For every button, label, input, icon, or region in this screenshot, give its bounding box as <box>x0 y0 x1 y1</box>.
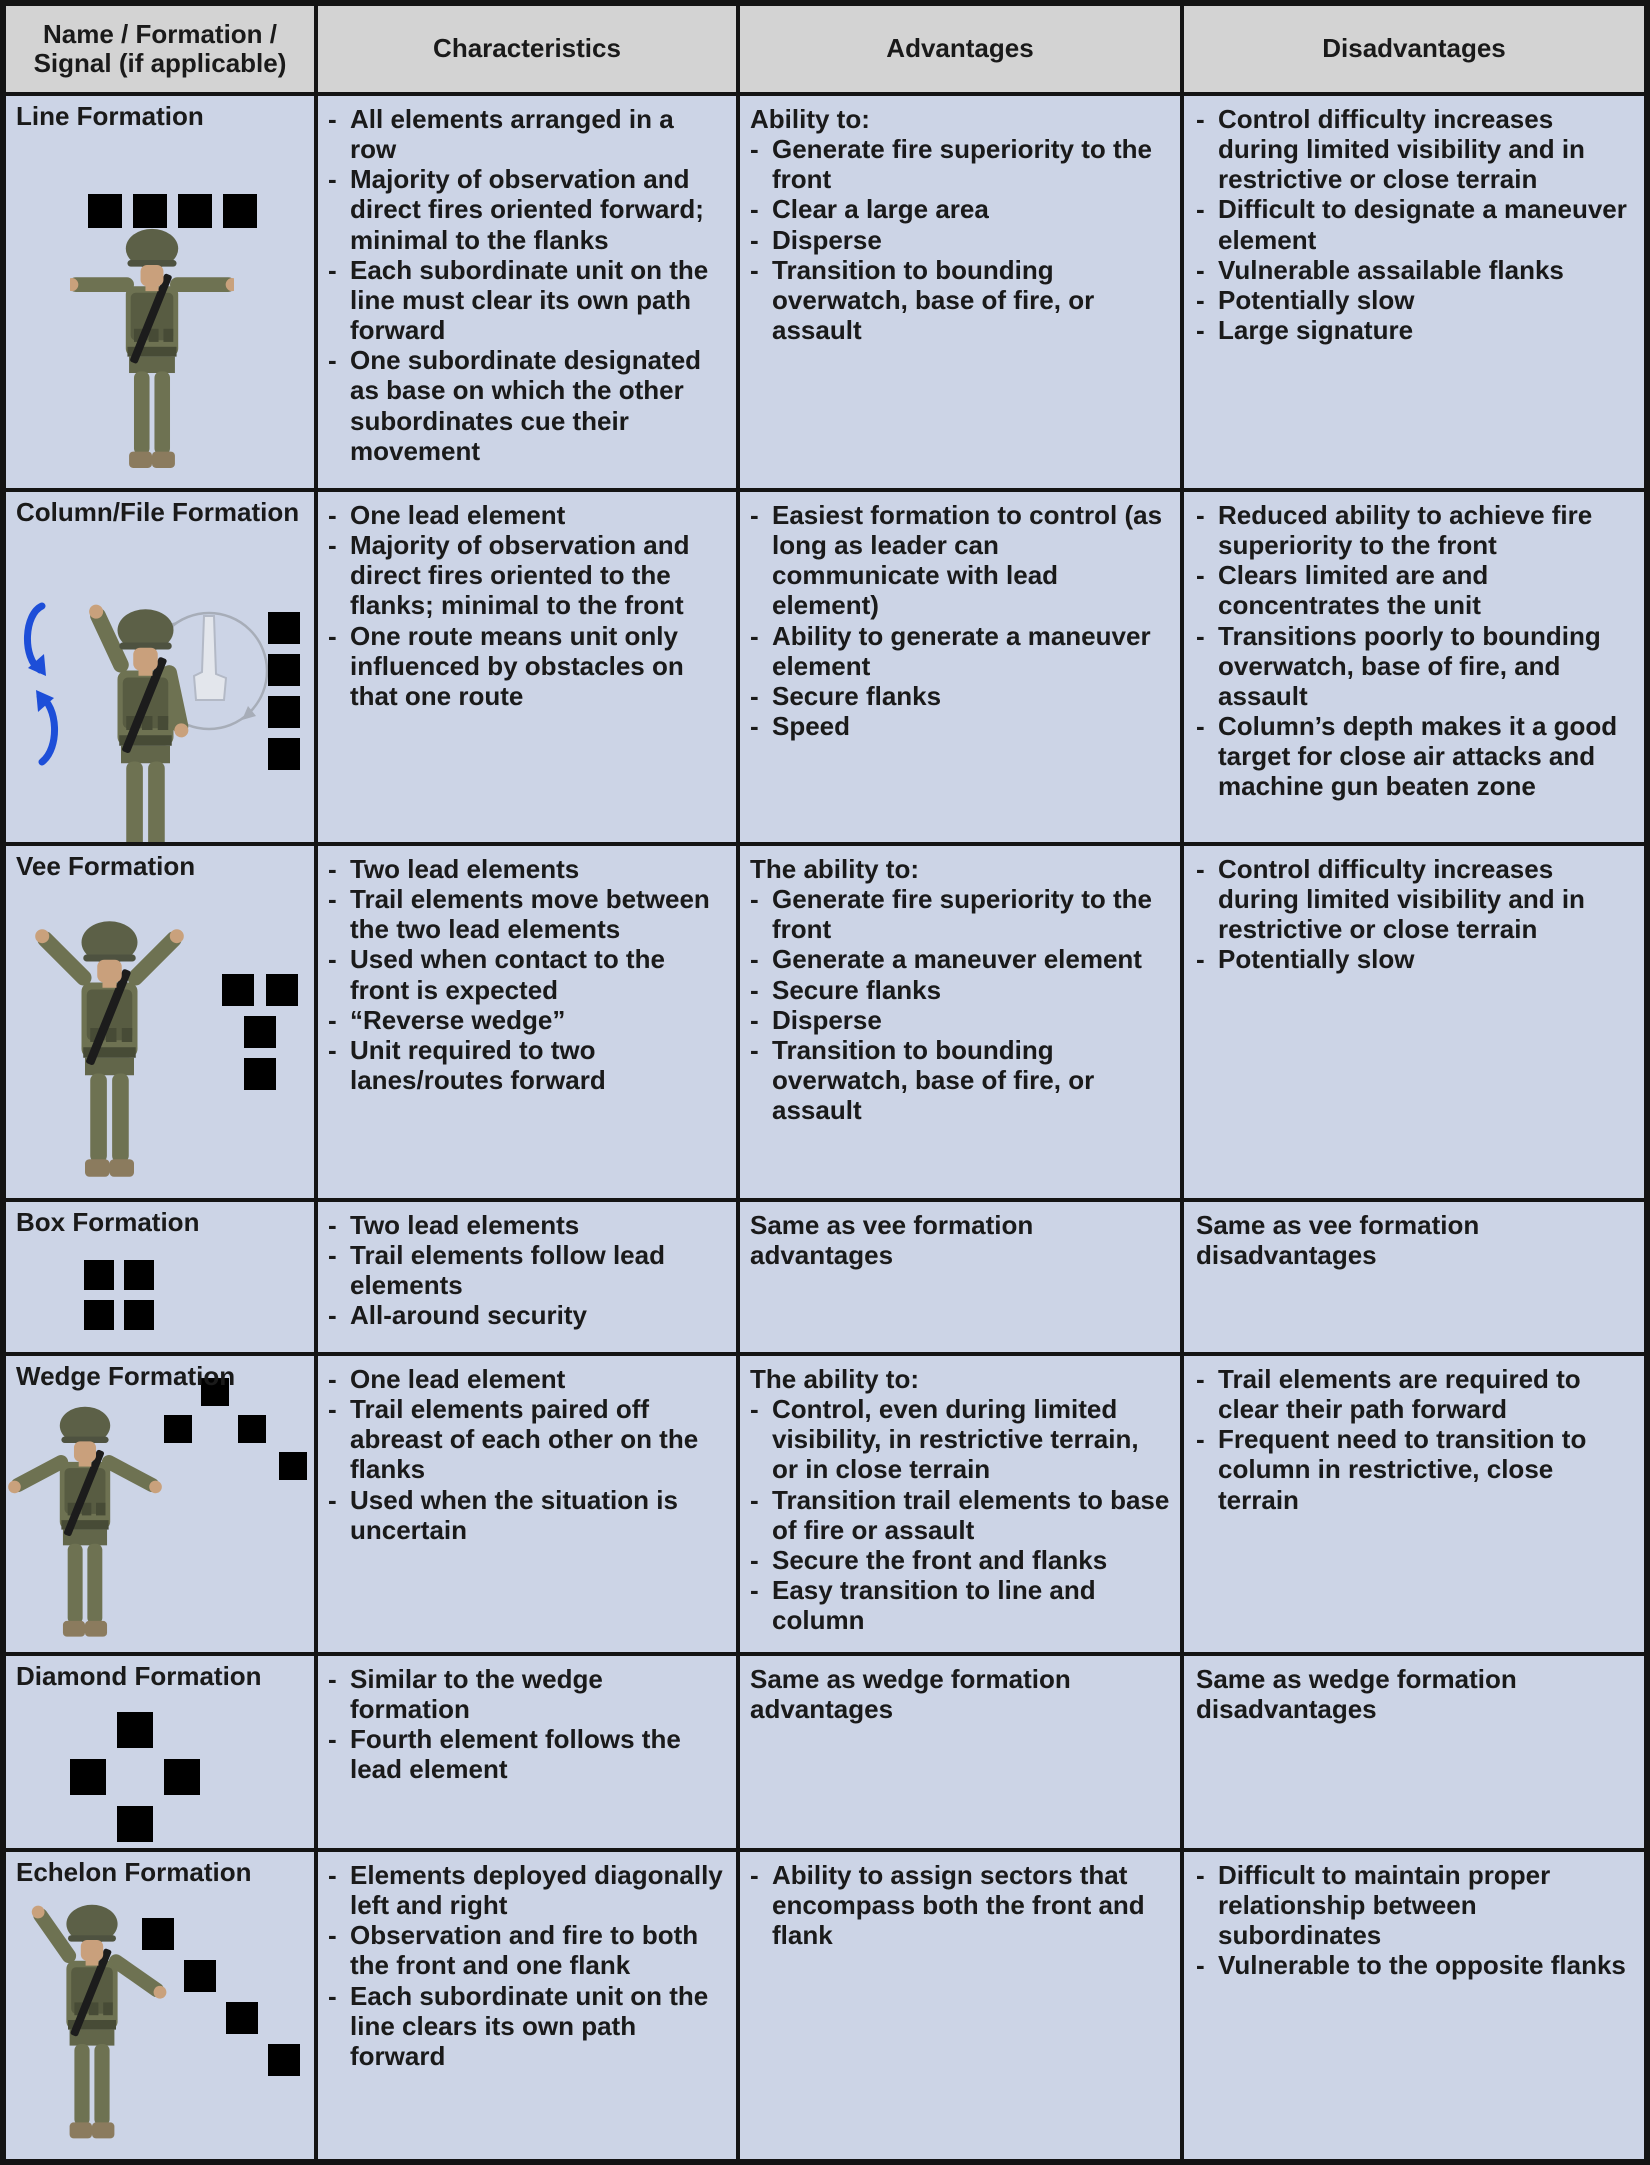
row-echelon-characteristics <box>318 1852 736 2159</box>
bullet-item: - Large signature <box>1196 315 1414 346</box>
row-wedge-characteristics <box>318 1356 736 1652</box>
soldier-figure <box>70 224 234 486</box>
bullet-item: - One route means unit only influenced by obstacles on that one route <box>328 620 684 711</box>
bullet-item: - Vulnerable assailable flanks <box>1196 254 1564 285</box>
text-line: Same as vee formation advantages <box>750 1210 1034 1271</box>
row-vee-characteristics <box>318 846 736 1198</box>
bullet-item: - Reduced ability to achieve fire superiority to the front <box>1196 500 1593 561</box>
bullet-item: - Used when the situation is uncertain <box>328 1484 678 1545</box>
row-diamond-characteristics <box>318 1656 736 1848</box>
soldier-figure <box>58 604 233 842</box>
text-line: Same as wedge formation advantages <box>750 1664 1071 1725</box>
bullet-item: - Secure flanks <box>750 974 942 1005</box>
bullet-item: - Ability to generate a maneuver element <box>750 620 1151 681</box>
text-line: Same as wedge formation disadvantages <box>1196 1664 1517 1725</box>
bullet-item: - Difficult to maintain proper relationship between subordinates <box>1196 1860 1551 1951</box>
text-line: The ability to: <box>750 854 919 884</box>
bullet-item: - Column’s depth makes it a good target for close air attacks and machine gun beaten zone <box>1196 711 1618 802</box>
bullet-item: - Transition to bounding overwatch, base of fire, or assault <box>750 254 1095 346</box>
circular-arrows-icon <box>10 596 74 772</box>
formation-name: Echelon Formation <box>16 1857 252 1887</box>
row-line-disadvantages <box>1184 96 1644 488</box>
row-column-name-cell <box>6 492 314 842</box>
bullet-item: - Trail elements are required to clear their path forward <box>1196 1364 1581 1425</box>
bullet-item: - Vulnerable to the opposite flanks <box>1196 1950 1626 1981</box>
formation-name: Vee Formation <box>16 851 196 881</box>
row-column-characteristics <box>318 492 736 842</box>
row-line-characteristics <box>318 96 736 488</box>
bullet-item: - Trail elements move between the two lead elements <box>328 884 710 945</box>
bullet-item: - Generate a maneuver element <box>750 944 1142 975</box>
box-formation-diagram-icon <box>84 1260 154 1330</box>
bullet-item: - Each subordinate unit on the line must clear its own path forward <box>328 254 709 346</box>
text-line: Ability to: <box>750 104 870 134</box>
header-characteristics: Characteristics <box>318 6 736 92</box>
bullet-item: - Secure the front and flanks <box>750 1544 1108 1575</box>
header-name-formation-signal: Name / Formation / Signal (if applicable) <box>6 6 314 92</box>
bullet-item: - Generate fire superiority to the front <box>750 134 1152 195</box>
row-echelon-advantages <box>740 1852 1180 2159</box>
bullet-item: - All-around security <box>328 1300 587 1331</box>
diamond-formation-diagram-icon <box>70 1712 200 1842</box>
bullet-item: - Transitions poorly to bounding overwatch, base of fire, and assault <box>1196 620 1601 711</box>
bullet-item: - One lead element <box>328 500 566 530</box>
bullet-item: - Control, even during limited visibility, in restrictive terrain, or in close terrain <box>750 1394 1139 1485</box>
formation-name: Column/File Formation <box>16 497 300 527</box>
bullet-item: - Trail elements paired off abreast of each other on the flanks <box>328 1394 699 1485</box>
bullet-item: - Secure flanks <box>750 680 942 711</box>
row-vee-advantages <box>740 846 1180 1198</box>
row-wedge-name-cell <box>6 1356 314 1652</box>
echelon-formation-diagram-icon <box>142 1918 300 2076</box>
bullet-item: - Two lead elements <box>328 854 580 884</box>
text-line: Same as vee formation disadvantages <box>1196 1210 1480 1271</box>
bullet-item: - Elements deployed diagonally left and right <box>328 1860 723 1921</box>
row-vee-name-cell <box>6 846 314 1198</box>
row-diamond-advantages <box>740 1656 1180 1848</box>
bullet-item: - Control difficulty increases during limited visibility and in restrictive or close terrain <box>1196 104 1585 195</box>
row-column-advantages <box>740 492 1180 842</box>
bullet-item: - One lead element <box>328 1364 566 1394</box>
row-line-advantages <box>740 96 1180 488</box>
row-diamond-disadvantages <box>1184 1656 1644 1848</box>
bullet-item: - Observation and fire to both the front and one flank <box>328 1920 699 1981</box>
row-box-name-cell <box>6 1202 314 1352</box>
row-line-name-cell <box>6 96 314 488</box>
bullet-item: - Easy transition to line and column <box>750 1575 1096 1636</box>
bullet-item: - Trail elements follow lead elements <box>328 1240 665 1301</box>
bullet-item: - Generate fire superiority to the front <box>750 884 1152 945</box>
formation-name: Box Formation <box>16 1207 200 1237</box>
row-wedge-advantages <box>740 1356 1180 1652</box>
row-echelon-disadvantages <box>1184 1852 1644 2159</box>
bullet-item: - Transition to bounding overwatch, base of fire, or assault <box>750 1034 1095 1126</box>
bullet-item: - Frequent need to transition to column in restrictive, close terrain <box>1196 1424 1587 1515</box>
bullet-item: - Potentially slow <box>1196 284 1415 315</box>
bullet-item: - Used when contact to the front is expected <box>328 944 665 1005</box>
bullet-item: - Speed <box>750 711 851 742</box>
column-formation-diagram-icon <box>268 612 300 770</box>
soldier-figure <box>6 1402 164 1652</box>
bullet-item: - One subordinate designated as base on which the other subordinates cue their movement <box>328 345 702 466</box>
row-echelon-name-cell <box>6 1852 314 2159</box>
header-advantages: Advantages <box>740 6 1180 92</box>
bullet-item: - Control difficulty increases during limited visibility and in restrictive or close terrain <box>1196 854 1585 945</box>
bullet-item: - Ability to assign sectors that encompass both the front and flank <box>750 1860 1145 1951</box>
wedge-formation-diagram-icon <box>164 1378 307 1480</box>
row-column-disadvantages <box>1184 492 1644 842</box>
vee-formation-diagram-icon <box>222 974 298 1090</box>
bullet-item: - Similar to the wedge formation <box>328 1664 603 1725</box>
bullet-item: - Transition trail elements to base of fire or assault <box>750 1484 1170 1545</box>
bullet-item: - “Reverse wedge” <box>328 1004 566 1035</box>
header-disadvantages: Disadvantages <box>1184 6 1644 92</box>
bullet-item: - Disperse <box>750 224 882 255</box>
row-box-advantages <box>740 1202 1180 1352</box>
row-box-disadvantages <box>1184 1202 1644 1352</box>
bullet-item: - Majority of observation and direct fires oriented to the flanks; minimal to the front <box>328 530 690 621</box>
formation-name: Diamond Formation <box>16 1661 262 1691</box>
soldier-figure <box>22 916 197 1196</box>
text-line: The ability to: <box>750 1364 919 1394</box>
bullet-item: - Fourth element follows the lead element <box>328 1724 681 1785</box>
bullet-item: - Difficult to designate a maneuver element <box>1196 194 1627 255</box>
row-vee-disadvantages <box>1184 846 1644 1198</box>
bullet-item: - Unit required to two lanes/routes forward <box>328 1034 606 1096</box>
bullet-item: - Clear a large area <box>750 194 989 225</box>
row-box-characteristics <box>318 1202 736 1352</box>
bullet-item: - Two lead elements <box>328 1210 580 1240</box>
bullet-item: - Potentially slow <box>1196 944 1415 975</box>
line-formation-diagram-icon <box>88 194 257 228</box>
bullet-item: - Clears limited are and concentrates the unit <box>1196 560 1489 621</box>
formation-name: Line Formation <box>16 101 204 131</box>
formation-name: Wedge Formation <box>16 1361 236 1391</box>
bullet-item: - All elements arranged in a row <box>328 104 674 165</box>
bullet-item: - Easiest formation to control (as long as leader can communicate with lead element) <box>750 500 1163 621</box>
bullet-item: - Majority of observation and direct fires oriented forward; minimal to the flanks <box>328 164 704 255</box>
bullet-item: - Disperse <box>750 1004 882 1035</box>
row-wedge-disadvantages <box>1184 1356 1644 1652</box>
row-diamond-name-cell <box>6 1656 314 1848</box>
bullet-item: - Each subordinate unit on the line clears its own path forward <box>328 1980 709 2071</box>
